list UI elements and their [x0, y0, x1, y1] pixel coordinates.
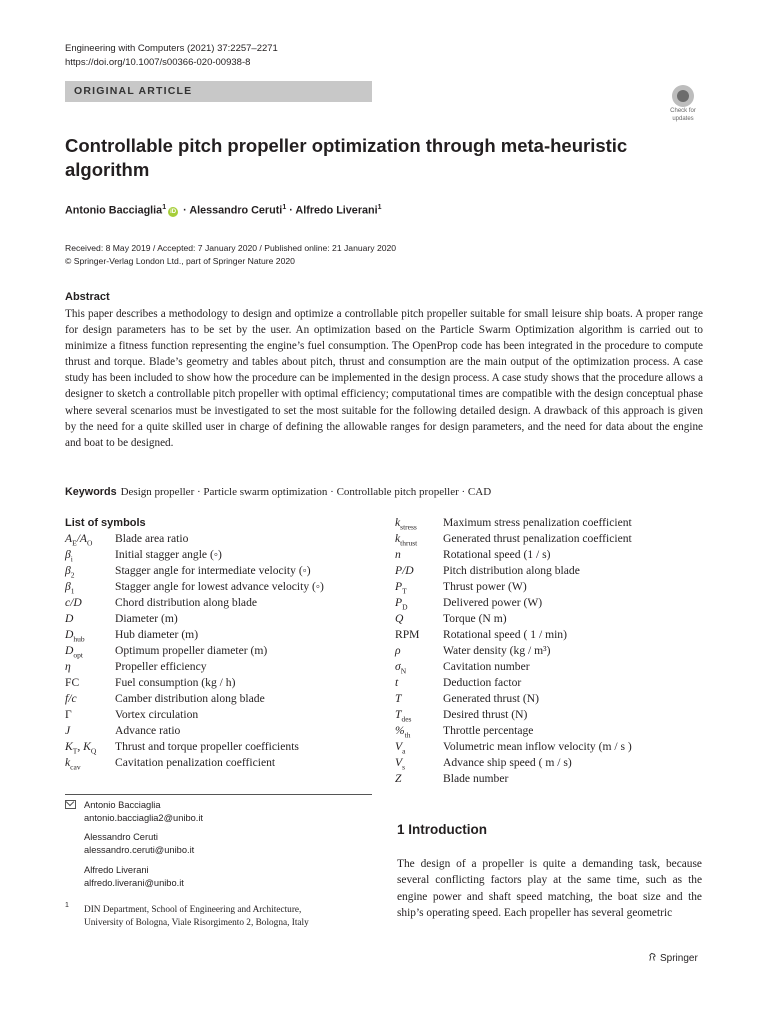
symbol-desc: Hub diameter (m)	[115, 628, 199, 641]
symbol-desc: Optimum propeller diameter (m)	[115, 644, 268, 657]
publication-dates	[65, 242, 396, 268]
symbol-desc: Thrust and torque propeller coefficients	[115, 740, 299, 753]
symbol-desc: Initial stagger angle (◦)	[115, 548, 222, 561]
dates-line: Received: 8 May 2019 / Accepted: 7 January 2020 / Published online: 21 January 2020	[65, 243, 397, 253]
symbol: $V_a$	[395, 740, 406, 756]
symbol: $P_D$	[395, 596, 408, 612]
keywords	[65, 486, 491, 498]
springer-horse-icon	[648, 952, 657, 962]
symbol-desc: Vortex circulation	[115, 708, 199, 721]
symbol-desc: Delivered power (W)	[443, 596, 543, 609]
author-name: Antonio Bacciaglia	[65, 204, 163, 217]
article-type-banner	[65, 81, 372, 102]
symbol-desc: Chord distribution along blade	[115, 596, 258, 609]
article-type-label: ORIGINAL ARTICLE	[74, 85, 193, 97]
author-affil: 1	[282, 204, 287, 211]
symbol-desc: Desired thrust (N)	[443, 708, 528, 721]
symbol: FC	[65, 676, 80, 689]
contact-email[interactable]: alfredo.liverani@unibo.it	[84, 877, 184, 888]
affiliation-number: 1	[65, 902, 69, 909]
contact-name: Alessandro Ceruti	[84, 832, 158, 842]
symbol-desc: Stagger angle for lowest advance velocity (◦)	[115, 580, 324, 593]
abstract-text: This paper describes a methodology to design and optimize a controllable pitch propeller suitable for small leisure ship boats. A proper range for design parameters has to be set by the user. An optimization based on the Particle Swarm Optimization algorithm is carried out to minimize a fitness function representing the engine’s fuel consumption. The OpenProp code has been integrated in the procedure to compute thrust and torque. Blade’s geometry and tables about pitch, thrust and consumption are the main output of the optimization process. A case study has been included to show how the procedure can be implemented in the design process. A case study shows that the procedure allows a designer to sketch a controllable pitch propeller with optimal efficiency; computational times are compatible with the design conceptual phase where several scenarios must be investigated to set the most suitable for the following detailed design. A drawback of this approach is given by the need for a quite skilled user in charge of defining the allowable ranges for design parameters, and the need for data about the engine and boat to be designed.	[65, 308, 703, 449]
abstract-heading: Abstract	[65, 291, 110, 303]
symbol-desc: Advance ship speed ( m / s)	[443, 756, 572, 769]
symbol-desc: Torque (N m)	[443, 612, 507, 625]
symbol: $T_{des}$	[395, 708, 412, 724]
symbol: P/D	[395, 564, 414, 577]
symbol-desc: Volumetric mean inflow velocity (m / s )	[443, 740, 632, 753]
contact-block	[84, 831, 194, 856]
badge-line-1: Check for	[670, 108, 696, 114]
symbol-desc: Diameter (m)	[115, 612, 178, 625]
publisher-name: Springer	[660, 953, 698, 964]
author-name: Alfredo Liverani	[295, 204, 378, 217]
introduction-text: The design of a propeller is quite a demanding task, because several conflicting factors play at the same time, such as the engine power and shaft speed matching, the boat size and the ship’s operating speed. Each propeller has several geometric	[397, 858, 702, 919]
author-name: Alessandro Ceruti	[189, 204, 283, 217]
symbol: $\beta_1$	[65, 580, 75, 596]
symbol: Q	[395, 612, 404, 625]
contact-email[interactable]: antonio.bacciaglia2@unibo.it	[84, 812, 204, 823]
symbol: $\sigma_N$	[395, 660, 407, 676]
symbol-desc: Rotational speed ( 1 / min)	[443, 628, 567, 641]
symbol: Γ	[65, 708, 72, 721]
symbol: $k_{thrust}$	[395, 532, 418, 548]
symbol: $V_s$	[395, 756, 406, 772]
symbol-desc: Blade number	[443, 772, 509, 785]
symbol: $\%_{th}$	[395, 724, 411, 740]
symbol-desc: Propeller efficiency	[115, 660, 207, 673]
keywords-label: Keywords	[65, 486, 117, 498]
symbol: f/c	[65, 692, 77, 705]
symbol: ρ	[395, 644, 401, 657]
symbol: $k_{cav}$	[65, 756, 81, 772]
author-list: Antonio Bacciaglia$^1$iD · Alessandro Ceruti$^1$ · Alfredo Liverani$^1$	[65, 204, 382, 217]
author-affil: 1	[162, 204, 167, 211]
symbol: RPM	[395, 628, 420, 641]
affiliation-line: DIN Department, School of Engineering and Architecture,	[84, 905, 302, 915]
check-for-updates-badge[interactable]	[665, 85, 701, 123]
symbol: $k_{stress}$	[395, 516, 417, 532]
contact-name: Alfredo Liverani	[84, 865, 149, 875]
symbol-desc: Pitch distribution along blade	[443, 564, 580, 577]
symbol: Z	[395, 772, 402, 785]
envelope-icon	[65, 800, 76, 809]
check-updates-icon	[672, 85, 694, 107]
symbol: J	[65, 724, 71, 737]
symbol: $D_{hub}$	[65, 628, 85, 644]
symbol-desc: Rotational speed (1 / s)	[443, 548, 551, 561]
symbol-desc: Advance ratio	[115, 724, 181, 737]
symbol-desc: Cavitation number	[443, 660, 530, 673]
symbol-desc: Maximum stress penalization coefficient	[443, 516, 632, 529]
journal-info	[65, 42, 278, 70]
symbol-desc: Deduction factor	[443, 676, 522, 689]
symbol: $A_E/A_O$	[65, 532, 93, 548]
contact-block	[84, 799, 203, 824]
symbol-desc: Water density (kg / m³)	[443, 644, 551, 657]
affiliation-line: University of Bologna, Viale Risorgimento 2, Bologna, Italy	[84, 917, 309, 928]
symbol: D	[65, 612, 74, 625]
doi-link[interactable]: https://doi.org/10.1007/s00366-020-00938-8	[65, 57, 251, 68]
symbol: η	[65, 660, 71, 673]
symbols-heading: List of symbols	[65, 517, 146, 529]
symbol-desc: Blade area ratio	[115, 532, 189, 545]
badge-line-2: updates	[672, 115, 694, 122]
symbol: $P_T$	[395, 580, 407, 596]
symbol: $\beta_i$	[65, 548, 73, 564]
symbol-desc: Generated thrust (N)	[443, 692, 539, 705]
symbol-desc: Cavitation penalization coefficient	[115, 756, 276, 769]
section-heading: 1 Introduction	[397, 822, 487, 837]
symbol: t	[395, 676, 399, 689]
author-affil: 1	[377, 204, 382, 211]
symbol: n	[395, 548, 401, 561]
symbol: T	[395, 692, 402, 705]
copyright-line: © Springer-Verlag London Ltd., part of Springer Nature 2020	[65, 256, 295, 266]
symbol-desc: Generated thrust penalization coefficient	[443, 532, 632, 545]
symbol-desc: Fuel consumption (kg / h)	[115, 676, 236, 689]
contact-email[interactable]: alessandro.ceruti@unibo.it	[84, 844, 195, 855]
symbol-desc: Camber distribution along blade	[115, 692, 265, 705]
symbol-desc: Throttle percentage	[443, 724, 534, 737]
keywords-text: Design propeller · Particle swarm optimization · Controllable pitch propeller · CAD	[120, 486, 492, 498]
publisher-logo	[648, 952, 698, 964]
symbol: $K_T$, $K_Q$	[65, 740, 97, 756]
symbol: c/D	[65, 596, 82, 609]
contact-name: Antonio Bacciaglia	[84, 800, 161, 810]
footnote-rule	[65, 794, 372, 795]
symbol: $\beta_2$	[65, 564, 75, 580]
symbol-desc: Thrust power (W)	[443, 580, 527, 593]
orcid-icon[interactable]: iD	[170, 208, 177, 215]
symbol-desc: Stagger angle for intermediate velocity (◦)	[115, 564, 311, 577]
journal-citation: Engineering with Computers (2021) 37:2257–2271	[65, 43, 278, 54]
contact-block	[84, 864, 184, 889]
symbol: $D_{opt}$	[65, 644, 83, 660]
paper-title: Controllable pitch propeller optimization through meta-heuristic algorithm	[65, 135, 628, 180]
affiliation	[84, 904, 309, 929]
